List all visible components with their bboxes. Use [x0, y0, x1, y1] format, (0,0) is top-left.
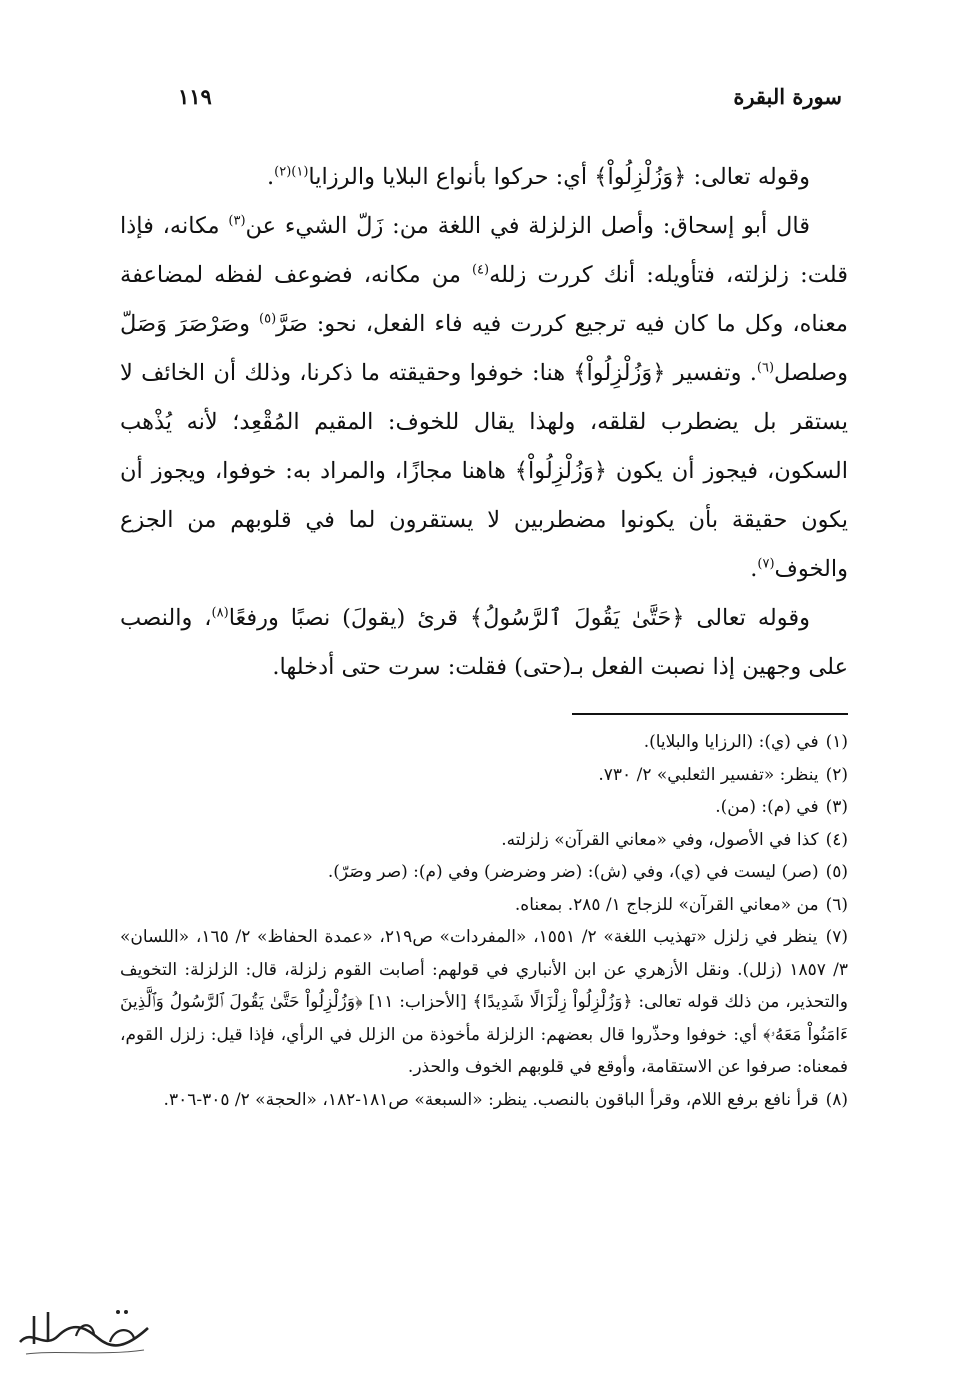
paragraph-3-text-b: ، والنصب على وجهين إذا نصبت الفعل بـ(حتى) فقلت: سرت حتى أدخلها.: [120, 605, 848, 680]
paragraph-2-text-d: وصَرْصَرَ وَصَلّ وصلصل: [120, 311, 848, 386]
paragraph-3-text-a: وقوله تعالى ﴿حَتَّىٰ يَقُولَ ٱلرَّسُولُ﴾ قرئ (يقولَ) نصبًا ورفعًا: [228, 605, 810, 631]
footnote-2: [120, 759, 848, 792]
footnote-separator: [572, 713, 848, 715]
paragraph-2-text-b: مكانه، فإذا قلت: زلزلته، فتأويله: أنك كررت زلله: [120, 213, 848, 288]
paragraph-1: [120, 153, 848, 202]
footnote-ref-5: (٥): [259, 311, 277, 327]
footnote-text: ينظر: «تفسير الثعلبي» ٢/ ٧٣٠.: [598, 764, 819, 785]
footnote-number: (٥): [825, 862, 848, 882]
footnote-number: (١): [825, 732, 848, 752]
footnote-ref-8: (٨): [211, 605, 229, 621]
publisher-logo: [14, 1298, 156, 1360]
paragraph-2-text-e: . وتفسير ﴿وَزُلْزِلُواْ﴾ هنا: خوفوا وحقيقته ما ذكرنا، وذلك أن الخائف لا يستقر بل يضطرب لقلقه، ولهذا يقال للخوف: المقيم المُقْعِد؛ لأنه يُذْهب السكون، فيجوز أن يكون ﴿وَزُلْزِلُواْ﴾ هاهنا مجازًا، والمراد به: خوفوا، ويجوز أن يكون حقيقة بأن يكونوا مضطربين لا يستقرون لما في قلوبهم من الجزع والخوف: [120, 360, 848, 582]
paragraph-1-text: وقوله تعالى: ﴿وَزُلْزِلُواْ﴾ أي: حركوا بأنواع البلايا والرزايا: [308, 164, 810, 190]
footnote-text: قرأ نافع برفع اللام، وقرأ الباقون بالنصب. ينظر: «السبعة» ص١٨١-١٨٢، «الحجة» ٢/ ٣٠٥-٣٠٦.: [163, 1089, 819, 1110]
footnote-5: [120, 856, 848, 889]
footnote-number: (٧): [825, 927, 849, 947]
surah-title: سورة البقرة: [733, 84, 842, 109]
footnote-3: [120, 791, 848, 824]
footnote-4: [120, 824, 848, 857]
footnote-ref-6: (٦): [756, 360, 775, 376]
paragraph-2-text-a: قال أبو إسحاق: وأصل الزلزلة في اللغة من: زَلّ الشيء عن: [245, 213, 810, 239]
footnote-number: (٢): [825, 764, 848, 785]
paragraph-2: [120, 202, 848, 594]
page-header: [120, 84, 842, 120]
footnote-ref-1-2: (١)(٢): [274, 164, 309, 180]
paragraph-2-text-c: من مكانه، فضوعف لفظه لمضاعفة معناه، وكل ما كان فيه ترجيع كررت فيه فاء الفعل، نحو: صَرَّ: [120, 262, 848, 337]
footnote-number: (٤): [825, 829, 848, 850]
footnote-ref-3: (٣): [228, 213, 246, 229]
footnote-text: من «معاني القرآن» للزجاج ١/ ٢٨٥. بمعناه.: [514, 894, 819, 915]
footnote-7: [120, 921, 848, 1084]
page-number: ١١٩: [178, 84, 212, 109]
paragraph-1-end: .: [266, 164, 275, 190]
footnote-ref-4: (٤): [471, 262, 490, 278]
footnote-ref-7: (٧): [757, 556, 775, 572]
paragraph-2-end: .: [750, 556, 758, 582]
footnote-text: (صر) ليست في (ي)، وفي (ش): (ضر وضرضر) وفي (م): (صر وصَرّ).: [327, 862, 819, 882]
footnote-number: (٨): [825, 1089, 848, 1110]
footnote-text: ينظر في زلزل «تهذيب اللغة» ٢/ ١٥٥١، «المفردات» ص٢١٩، «عمدة الحفاظ» ٢/ ١٦٥، «اللسان» ٣/ ١٨٥٧ (زلل). ونقل الأزهري عن ابن الأنباري في قولهم: أصابت القوم زلزلة، قال: الزلزلة: التخويف والتحذير، من ذلك قوله تعالى: ﴿وَزُلْزِلُواْ زِلْزَالًا شَدِيدًا﴾ [الأحزاب: ١١] ﴿وَزُلْزِلُواْ حَتَّىٰ يَقُولَ ٱلرَّسُولُ وَٱلَّذِينَ ءَامَنُواْ مَعَهُۥ﴾ أي: خوفوا وحذّروا قال بعضهم: الزلزلة مأخوذة من الزلل في الرأي، فإذا قيل: زلزل القوم، فمعناه: صرفوا عن الاستقامة، وأوقع في قلوبهم الخوف والحذر.: [120, 927, 848, 1077]
main-text: [120, 153, 848, 692]
footnote-text: في (م): (من).: [715, 797, 819, 817]
footnote-8: [120, 1084, 848, 1117]
footnote-6: [120, 889, 848, 922]
paragraph-3: [120, 594, 848, 692]
footnote-1: [120, 726, 848, 759]
footnote-number: (٦): [825, 894, 848, 915]
footnote-text: في (ي): (الرزايا والبلايا).: [643, 732, 819, 752]
footnote-text: كذا في الأصول، وفي «معاني القرآن» زلزلته.: [501, 829, 819, 850]
footnotes: [120, 726, 848, 1116]
footnote-number: (٣): [825, 797, 848, 817]
